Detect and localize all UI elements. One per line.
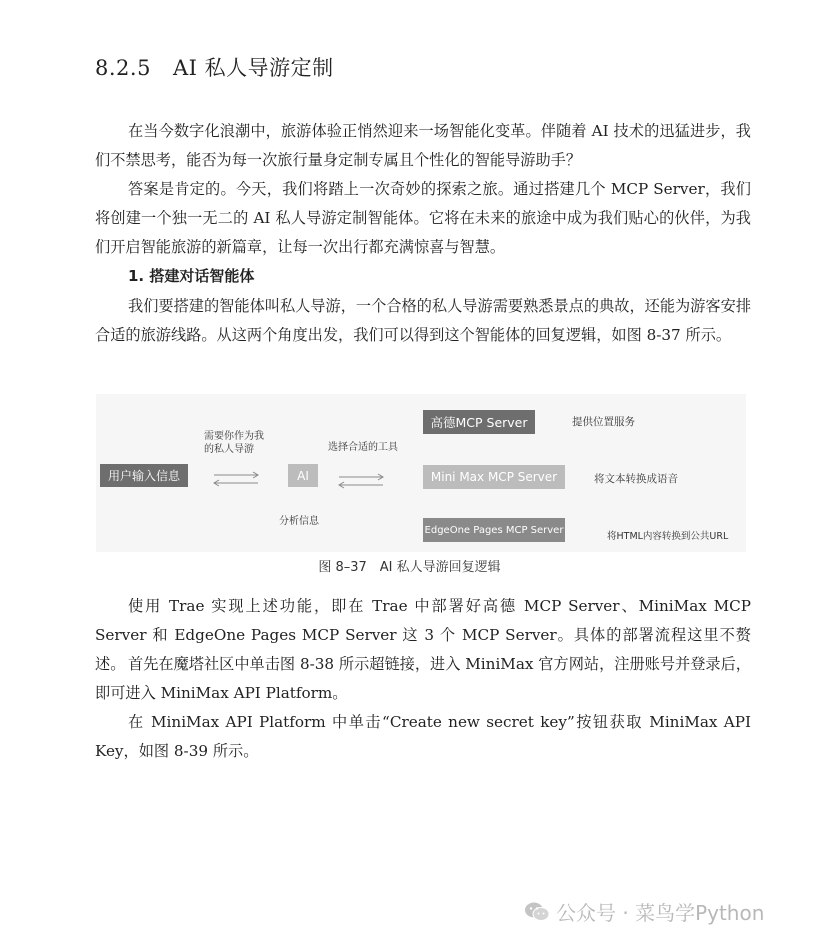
- wechat-icon: [524, 901, 550, 923]
- watermark-text: 公众号 · 菜鸟学Python: [556, 901, 765, 925]
- user-input-box: 用户输入信息: [100, 464, 188, 487]
- desc-minimax: 将文本转换成语音: [594, 473, 678, 485]
- flow-diagram: [96, 394, 746, 552]
- paragraph-modelscope: 首先在魔塔社区中单击图 8-38 所示超链接，进入 MiniMax 官方网站，注册账号并登录后，即可进入 MiniMax API Platform。: [95, 655, 751, 702]
- paragraph-trae: 使用 Trae 实现上述功能，即在 Trae 中部署好高德 MCP Server、MiniMax MCP Server 和 EdgeOne Pages MCP Server 这 3 个 MCP Server。具体的部署流程这里不赘述。: [95, 597, 751, 673]
- need-guide-label: [204, 430, 264, 456]
- watermark: [524, 897, 764, 926]
- need-guide-line1: 需要你作为我: [204, 431, 264, 442]
- section-number: 8.2.5: [95, 56, 151, 80]
- paragraph-intro: 在当今数字化浪潮中，旅游体验正悄然迎来一场智能化变革。伴随着 AI 技术的迅猛进步，我们不禁思考，能否为每一次旅行量身定制专属且个性化的智能导游助手？: [95, 122, 751, 169]
- desc-gaode: 提供位置服务: [572, 416, 635, 428]
- section-title-text: AI 私人导游定制: [172, 56, 334, 80]
- server-edgeone-box: EdgeOne Pages MCP Server: [423, 518, 565, 542]
- paragraph-answer: 答案是肯定的。今天，我们将踏上一次奇妙的探索之旅。通过搭建几个 MCP Server，我们将创建一个独一无二的 AI 私人导游定制智能体。它将在未来的旅途中成为我们贴心的伙伴，为我们开启智能旅游的新篇章，让每一次出行都充满惊喜与智慧。: [95, 180, 751, 256]
- desc-edgeone: 将HTML内容转换到公共URL: [607, 531, 729, 542]
- analyze-label: 分析信息: [279, 516, 319, 527]
- choose-tool-label: 选择合适的工具: [328, 442, 398, 453]
- ai-box: AI: [288, 464, 318, 487]
- figure-caption: 图 8–37 AI 私人导游回复逻辑: [318, 560, 501, 575]
- need-guide-line2: 的私人导游: [204, 444, 254, 455]
- subsection-heading: 1. 搭建对话智能体: [128, 267, 255, 285]
- server-minimax-box: Mini Max MCP Server: [423, 465, 565, 489]
- server-gaode-box: 高德MCP Server: [423, 410, 535, 434]
- section-title: [95, 52, 334, 82]
- paragraph-api-key: 在 MiniMax API Platform 中单击“Create new secret key”按钮获取 MiniMax API Key，如图 8-39 所示。: [95, 713, 751, 760]
- paragraph-guide-logic: 我们要搭建的智能体叫私人导游，一个合格的私人导游需要熟悉景点的典故，还能为游客安排合适的旅游线路。从这两个角度出发，我们可以得到这个智能体的回复逻辑，如图 8-37 所示。: [95, 297, 751, 344]
